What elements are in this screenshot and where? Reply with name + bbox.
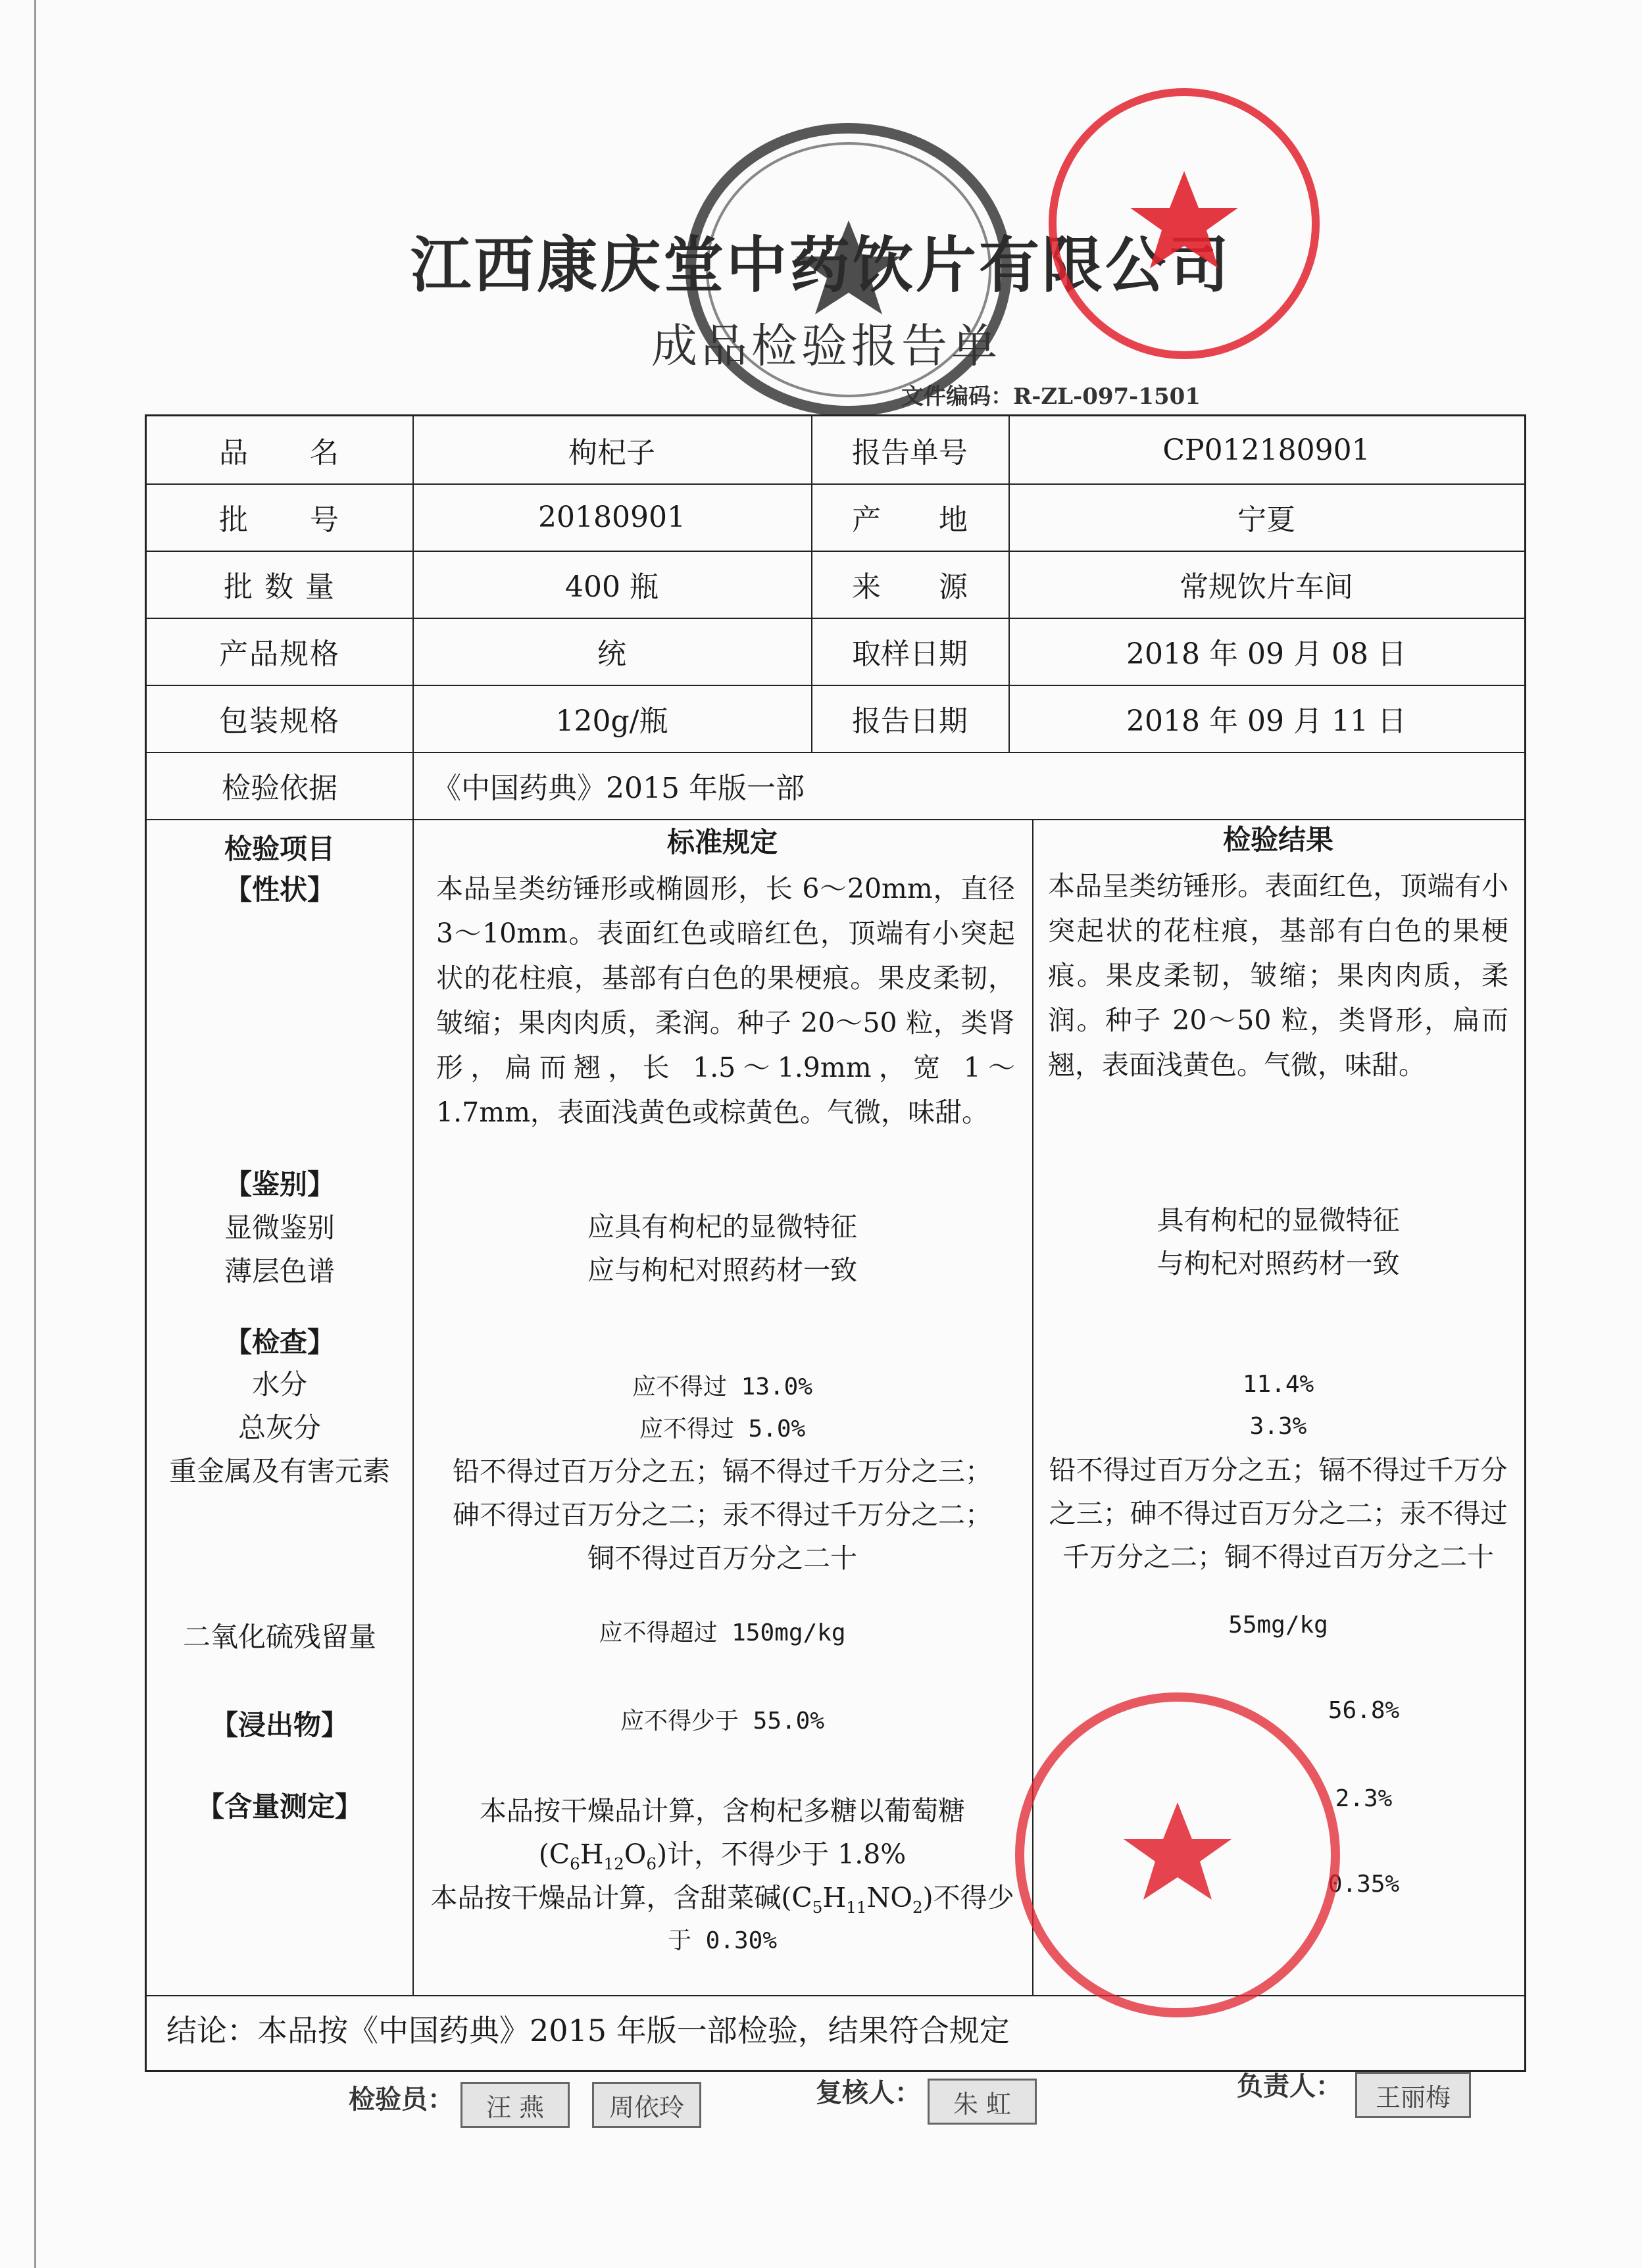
basis-value: 《中国药典》2015 年版一部 [432,772,805,805]
info-value: 120g/瓶 [555,704,668,738]
section-assay-title: 【含量测定】 [196,1790,362,1823]
column-standard-header: 标准规定 [666,826,778,858]
info-row [147,551,1524,618]
section-extract-title: 【浸出物】 [210,1709,349,1741]
check-result: 铅不得过百万分之五；镉不得过千万分 [1049,1454,1508,1486]
assay-result: 0.35% [1328,1871,1400,1898]
section-ident-title: 【鉴别】 [224,1168,335,1200]
info-label: 产 地 [852,503,968,537]
manager-label: 负责人： [1237,2071,1342,2102]
basis-label: 检验依据 [222,772,337,805]
info-row [147,685,1524,752]
info-label: 品 名 [219,436,340,470]
column-item-header: 检验项目 [224,833,335,865]
info-value: 宁夏 [1237,503,1295,537]
info-row [147,618,1524,685]
check-result: 千万分之二；铜不得过百万分之二十 [1062,1541,1494,1573]
assay-standard: 于 0.30% [667,1927,778,1954]
traits-standard: 本品呈类纺锤形或椭圆形，长 6～20mm，直径 3～10mm。表面红色或暗红色，顶端有小突起状的花柱痕，基部有白色的果梗痕。果皮柔韧，皱缩；果肉肉质，柔润。种子 20～50 粒，类肾形，扁而翘，长 1.5～1.9mm，宽 1～1.7mm，表面浅黄色或棕黄色。气微，味甜。 [436,873,1015,1128]
reviewer-label: 复核人： [816,2078,921,2108]
info-value: 常规饮片车间 [1180,570,1353,604]
check-result: 3.3% [1249,1413,1307,1440]
traits-result: 本品呈类纺锤形。表面红色，顶端有小突起状的花柱痕，基部有白色的果梗痕。果皮柔韧，皱缩；果肉肉质，柔润。种子 20～50 粒，类肾形，扁而翘，表面浅黄色。气微，味甜。 [1048,870,1508,1081]
check-item: 总灰分 [237,1412,321,1444]
info-value: 统 [597,637,626,671]
info-label: 来 源 [852,570,968,604]
info-value: CP012180901 [1162,433,1370,467]
inspector-signature: 周依玲 [592,2082,701,2128]
assay-standard-formula: 本品按干燥品计算，含甜菜碱$(C_5H_{11}NO_2)$不得少 [430,1882,1014,1917]
ident-result: 具有枸杞的显微特征 [1157,1204,1400,1236]
info-row [147,483,1524,551]
ident-standard: 应与枸杞对照药材一致 [587,1254,857,1286]
form-title: 成品检验报告单 [651,319,1001,373]
info-label: 报告单号 [852,436,968,470]
check-item: 二氧化硫残留量 [182,1621,376,1653]
info-value: 20180901 [538,500,685,534]
info-value: 2018 年 09 月 11 日 [1126,704,1406,738]
scan-edge [34,0,36,2268]
info-row [147,416,1524,483]
check-result: 之三；砷不得过百万分之二；汞不得过 [1049,1498,1508,1529]
info-label: 报告日期 [852,704,968,738]
info-label: 取样日期 [852,637,968,671]
info-label: 产品规格 [219,637,340,671]
document-code: 文件编码：R-ZL-097-1501 [901,383,1201,410]
inspector-label: 检验员： [349,2084,454,2115]
extract-standard: 应不得少于 55.0% [620,1708,825,1735]
section-traits-title: 【性状】 [224,874,335,906]
check-result: 11.4% [1242,1371,1314,1398]
inspector-signature: 汪 燕 [460,2082,570,2128]
check-item: 重金属及有害元素 [168,1455,390,1487]
check-standard: 应不得超过 150mg/kg [599,1619,846,1646]
manager-signature: 王丽梅 [1355,2072,1471,2118]
check-standard: 铅不得过百万分之五；镉不得过千万分之三； [453,1456,992,1487]
check-standard: 铜不得过百万分之二十 [587,1542,857,1574]
check-result: 55mg/kg [1228,1612,1328,1639]
check-standard: 应不得过 13.0% [632,1373,813,1400]
check-standard: 应不得过 5.0% [639,1416,806,1442]
red-seal-stamp-top [1039,79,1329,368]
assay-standard-formula: $(C_6H_{12}O_6)$计，不得少于 1.8% [538,1838,907,1874]
ident-result: 与枸杞对照药材一致 [1157,1248,1400,1279]
reviewer-signature: 朱 虹 [928,2079,1037,2125]
ident-item: 显微鉴别 [224,1212,335,1244]
section-check-title: 【检查】 [224,1326,335,1358]
check-standard: 砷不得过百万分之二；汞不得过千万分之二； [453,1499,992,1531]
info-value: 400 瓶 [565,570,659,604]
ident-item: 薄层色谱 [224,1255,335,1287]
conclusion: 结论：本品按《中国药典》2015 年版一部检验，结果符合规定 [166,2013,1010,2048]
check-item: 水分 [251,1368,307,1400]
extract-result: 56.8% [1328,1697,1400,1724]
ident-standard: 应具有枸杞的显微特征 [587,1211,857,1243]
basis-row [147,752,1524,819]
info-label: 批 号 [219,503,340,537]
info-label: 批 数 量 [224,570,336,604]
info-value: 2018 年 09 月 08 日 [1126,637,1406,671]
assay-standard: 本品按干燥品计算，含枸杞多糖以葡萄糖 [480,1795,965,1827]
assay-result: 2.3% [1335,1785,1393,1812]
red-seal-stamp-bottom [1007,1684,1349,2026]
column-result-header: 检验结果 [1222,824,1333,856]
info-label: 包装规格 [219,704,340,738]
info-value: 枸杞子 [568,436,655,470]
company-title: 江西康庆堂中药饮片有限公司 [410,230,1232,301]
